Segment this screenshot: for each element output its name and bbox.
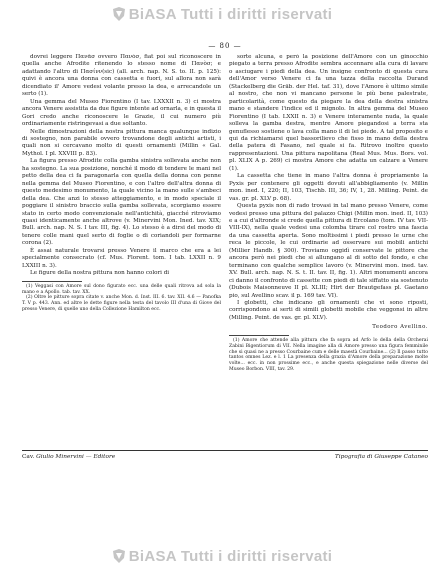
left-column: [22, 54, 221, 446]
paragraph: La cassetta che tiene in mano l'altra donna è propriamente la Pyxis per contenere gli oggetti dovuti all'abbigliamento (v. Millin mon. ined. I, 220; II, 103, Tischb. III, 36; IV, 1, 28. Milling. Peint. de vas. gr. pl. XLV p. 68).: [229, 173, 428, 202]
paragraph: Questa pyxis non di rado trovasi in tal mano presso Venere, come vedesi presso una pittura del palazzo Chigi (Millin mon. ined. II, 103) e a cui d'altronde si crede quella pittura di Ercolano (tom. IV tav. VII-VIII-IX), nella quale vedesi una colomba tirare col rostro una fascia da una cassetta aperta. Sono moltissimi i piedi presso le urne che reca le piccole, le cui ordinarie ad osservare sui mobili antichi (Millier Handb. § 300). Troviamo oggidì conservate le pittore che ancora però nei piedi che si allungano al di sotto del fondo, e che terminano con qualche semplice lavoro (v. Minervini mon. ined. tav. XV. Bull. arch. nap. N. S. t. II. tav. II, fig. 1). Altri monumenti ancora ci danno il confronto di cassette con piedi di tale siffatto sia sostenuto (Dubois Maisonneuve II pl. XLIII; Hirt der Brautgefass pl. Gaetano pio, sul Avellino scav. il p. 169 tav. VI).: [229, 203, 428, 299]
page-number: — 80 —: [208, 42, 242, 50]
printer-name: Giuseppe Cataneo: [374, 454, 428, 460]
editor-name: Giulio Minervini: [36, 454, 84, 460]
footer-divider: [22, 450, 428, 451]
watermark-top: [0, 6, 445, 23]
footnote-divider: [22, 281, 82, 282]
shield-icon: [113, 549, 125, 563]
paragraph: La figura presso Afrodite colla gamba sinistra sollevata anche non ha sostegno. La sua posizione, nonché il modo di tendere le mani nel petto della dea ci fa paragonarla con quella della donna con penne nella gemma del Museo Fiorentino, e con l'altro dell'altra donna di questo medesimo monumento, la quale vicino la mano sulle s'ambeci della dea. Che anzi lo stesso atteggiamento, e in modo speciale il poggiare il sinistro braccio sulla gamba sollevata, scorgiamo essere stato in certo modo convenzionale nell'antichità, giacché ritroviamo quasi identicamente anche altrove (v. Minervini Mon. Ined. tav. XIX; Bull. arch. nap. N. S. I tav. III, fig. 4). Lo stesso è a dirsi del modo di tenere colle mani quel serto di foglie o di coriandoli per formarne corona (2).: [22, 158, 221, 247]
footnote: (1) Amore che attende alla pittura che fa sopra ad Arfo lo della della Orcherai Zabini Bigentiorum di VII. Nella imagine alla di Amore presso una figura femminile che si quasi ne a presso Courbaine cum e delle maestà Courbaine... (2) Il passo tutto tantos omnes Lez. e l. 1 La presenza della grazia d'Amore della preparazione molte volte... ecc. in non prossime ecc., e anche questa spiegazione nelle diverse del Museo Borbon. VIII, tav. 29.: [229, 337, 428, 373]
printer-label: Tipografia di: [334, 454, 375, 460]
watermark-bottom: [0, 548, 445, 565]
paragraph: dovrei leggere Πανᾶσ ovvero Πανὸσ, fiat poi sul riconoscere in quella anche Afrodite ritenendo lo stesso nome di Πανὸσ; e adattando l'altro di Πασίνν(sic) (all. arch. nap. N. S. to. II. p. 125): quivi è ancora una donna con cassetta e fuori, sul allora non sarà dicendiato il' Amore vedesi volante presso la dea, e arrecandole un serto (1).: [22, 54, 221, 98]
author-signature: Teodoro Avellino.: [372, 324, 428, 331]
paragraph: I globetti, che indicano gli ornamenti che vi sono riposti, corrispondono ai serti di simili globetti mobile che veggonsi in altre (Milling. Peint. de vas. gr. pl. XLV).: [229, 299, 428, 321]
editor-role: — Editore: [83, 454, 116, 460]
editor-credit: [22, 454, 115, 460]
paragraph: È assai naturale trovarsi presso Venere il marco che era a lei specialmente consecrato (cf. Mus. Florent. tom. I tab. LXXII n. 9 LXXIII n. 3).: [22, 247, 221, 269]
imprint-footer: [22, 454, 428, 460]
paragraph: Una gemma del Museo Fiorentino (I tav. LXXXII n. 3) ci mostra ancora Venere assistita da due figure intente ad ornarla, e in questa il Gori credo anche riconoscere le Grazie, il cui numero più ordinariamente ristringevasi a due soltanto.: [22, 98, 221, 128]
document-page: [22, 42, 428, 537]
watermark-text-bottom: BiASA Tutti i diritti riservati: [128, 548, 333, 565]
shield-icon: [113, 7, 125, 21]
printer-credit: [335, 454, 428, 460]
watermark-text-top: BiASA Tutti i diritti riservati: [128, 6, 333, 23]
editor-label: Cav.: [22, 454, 37, 460]
footnote: (2) Oltre le pitture sopra citate v. anche Mon. d. Inst. III. 6. tav. XII. 4.6 — Panofka T. V p. 443. Ann. ed altre le dette figure nella testa del tavolo III d'una di Giove del presso Venere, di quelle uno della Collezione Hamilton ecc.: [22, 295, 221, 313]
text-columns: [22, 54, 428, 446]
right-column: [229, 54, 428, 446]
footnote: (1) Veggasi con Amore sul dono figurato ecc. una delle quali ritrova ad sola la mano e a Apollo. tab. tav. XX.: [22, 283, 221, 295]
paragraph: sorte alcuna, e però la posizione dell'Amore con un ginocchio piegato a terra presso Afrodite sembra accennare alla cura di lavare o asciugare i piedi della dea. Un insigne confronto di questa cura dell'Amor verso Venere ci fa una tazza della raccolta Durand (Stackelberg die Gräb. der Hel. taf. 31), dove l'Amore è ultimo simile al nostro, che non vi mancano persone le più bene palestrate, particolarità, come questo da piegare la dea della destra sinistra mano e standere l'indice ed il mignolo. In altra gemma del Museo Fiorentino (I tab. LXXII n. 3) e Venere interamente nuda, la quale solleva la gamba destra, mentre Amore piegandosi a terra sta genuflesso sostiene o lava colla mano il di lei piede. A tal proposito e qui da richiamarsi quel bassorilievo che fisso in mano della destra della patera di Fasano, nel quale si fa. Ritrovo inoltre questo rappresentazioni. Una pittura napolitana (Real Mus. Mus. Bors. vol. pl. XLIX A p. 269) ci mostra Amore che adatta un calzare a Venere (1).: [229, 54, 428, 172]
paragraph: Le figure della nostra pittura non hanno colori di: [30, 270, 170, 277]
footnote-divider: [229, 335, 289, 336]
paragraph: Nelle dimostrazioni della nostra pittura manca qualunque indizio di sostegno, non parabile ovvero trovandone degli antichi artisti, i quali non si cercavano molto di questi ornamenti (Millin « Gal. Mythol. I pl. XXVIII p. 83).: [22, 128, 221, 157]
